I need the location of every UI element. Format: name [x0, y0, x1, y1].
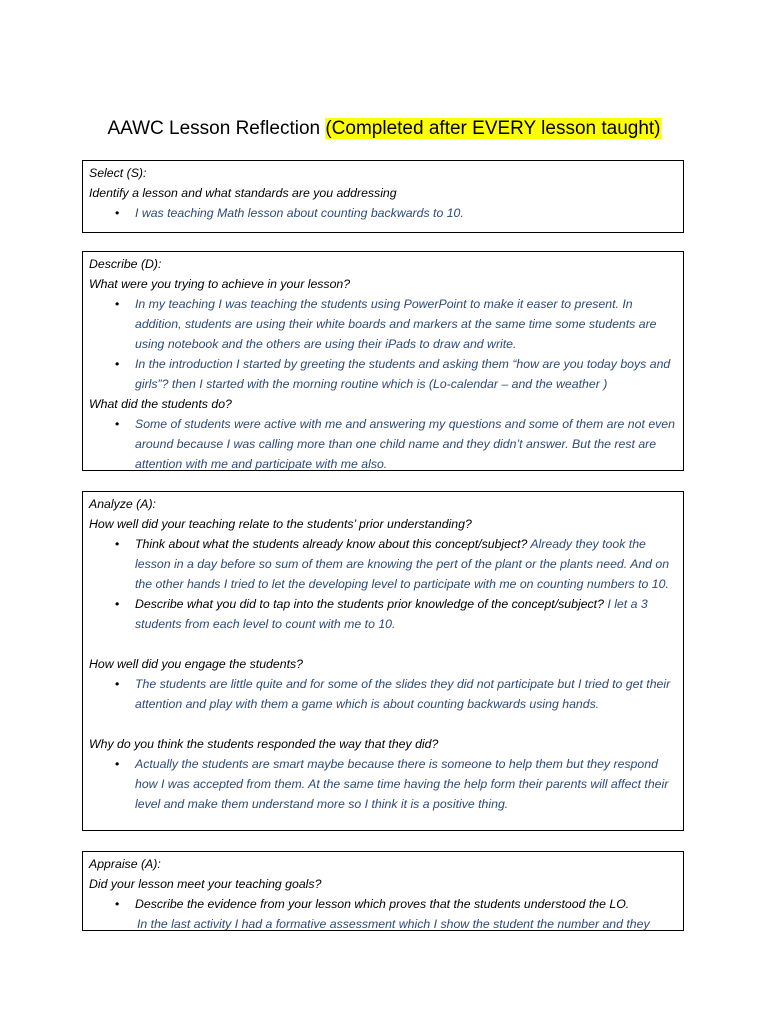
describe-section — [82, 251, 684, 471]
title-highlight: (Completed after EVERY lesson taught) — [325, 118, 661, 139]
answer-item — [135, 594, 677, 634]
answer-item: • Some of students were active with me and answering my questions and some of them are not even around because I was calling more than one child name and they didn’t answer. But the rest are attention with me and participate with me also. — [135, 414, 677, 474]
section-question: Why do you think the students responded the way that they did? — [89, 737, 439, 751]
answer-list — [89, 894, 677, 914]
answer-item — [135, 534, 677, 594]
section-heading: Appraise (A): — [89, 857, 161, 871]
answer-item: • The students are little quite and for some of the slides they did not participate but I tried to get their attention and play with them a game which is about counting backwards using hands. — [135, 674, 677, 714]
analyze-section — [82, 491, 684, 831]
section-question: What were you trying to achieve in your lesson? — [89, 277, 351, 291]
answer-list — [89, 203, 677, 223]
answer-item: • I was teaching Math lesson about counting backwards to 10. — [135, 203, 677, 223]
answer-list — [89, 294, 677, 394]
appraise-section — [82, 851, 684, 931]
section-heading: Select (S): — [89, 166, 147, 180]
section-heading: Analyze (A): — [89, 497, 156, 511]
section-question: Did your lesson meet your teaching goals? — [89, 877, 322, 891]
answer-list — [89, 414, 677, 474]
select-section — [82, 160, 684, 233]
item-prompt: Think about what the students already know about this concept/subject? — [135, 537, 531, 551]
answer-item: • In my teaching I was teaching the students using PowerPoint to make it easer to present. In addition, students are using their white boards and markers at the same time some students are using notebook and the others are using their iPads to draw and write. — [135, 294, 677, 354]
section-heading: Describe (D): — [89, 257, 162, 271]
section-question: How well did your teaching relate to the students’ prior understanding? — [89, 517, 472, 531]
section-question: What did the students do? — [89, 397, 232, 411]
answer-list — [89, 534, 677, 634]
item-answer: Already they took the lesson in a day before so sum of them are knowing the pert of the plant or the plants need. And on the other hands I tried to let the developing level to participate with me on counting numbers to 10. — [135, 537, 670, 591]
answer-list — [89, 674, 677, 714]
section-question: How well did you engage the students? — [89, 657, 303, 671]
answer-item: • Actually the students are smart maybe because there is someone to help them but they respond how I was accepted from them. At the same time having the help form their parents will affect their level and make them understand more so I think it is a positive thing. — [135, 754, 677, 814]
item-answer: In the last activity I had a formative assessment which I show the student the number and they — [137, 917, 650, 931]
answer-list — [89, 754, 677, 814]
item-answer: I let a 3 students from each level to count with me to 10. — [135, 597, 648, 631]
title-main: AAWC Lesson Reflection — [107, 118, 326, 139]
answer-item: • In the introduction I started by greeting the students and asking them “how are you today boys and girls”? then I started with the morning routine which is (Lo-calendar – and the weather ) — [135, 354, 677, 394]
page-title — [0, 118, 768, 140]
item-prompt: Describe what you did to tap into the students prior knowledge of the concept/subject? — [135, 597, 608, 611]
section-question: Identify a lesson and what standards are you addressing — [89, 186, 397, 200]
answer-item: • Describe the evidence from your lesson which proves that the students understood the LO. — [135, 894, 677, 914]
